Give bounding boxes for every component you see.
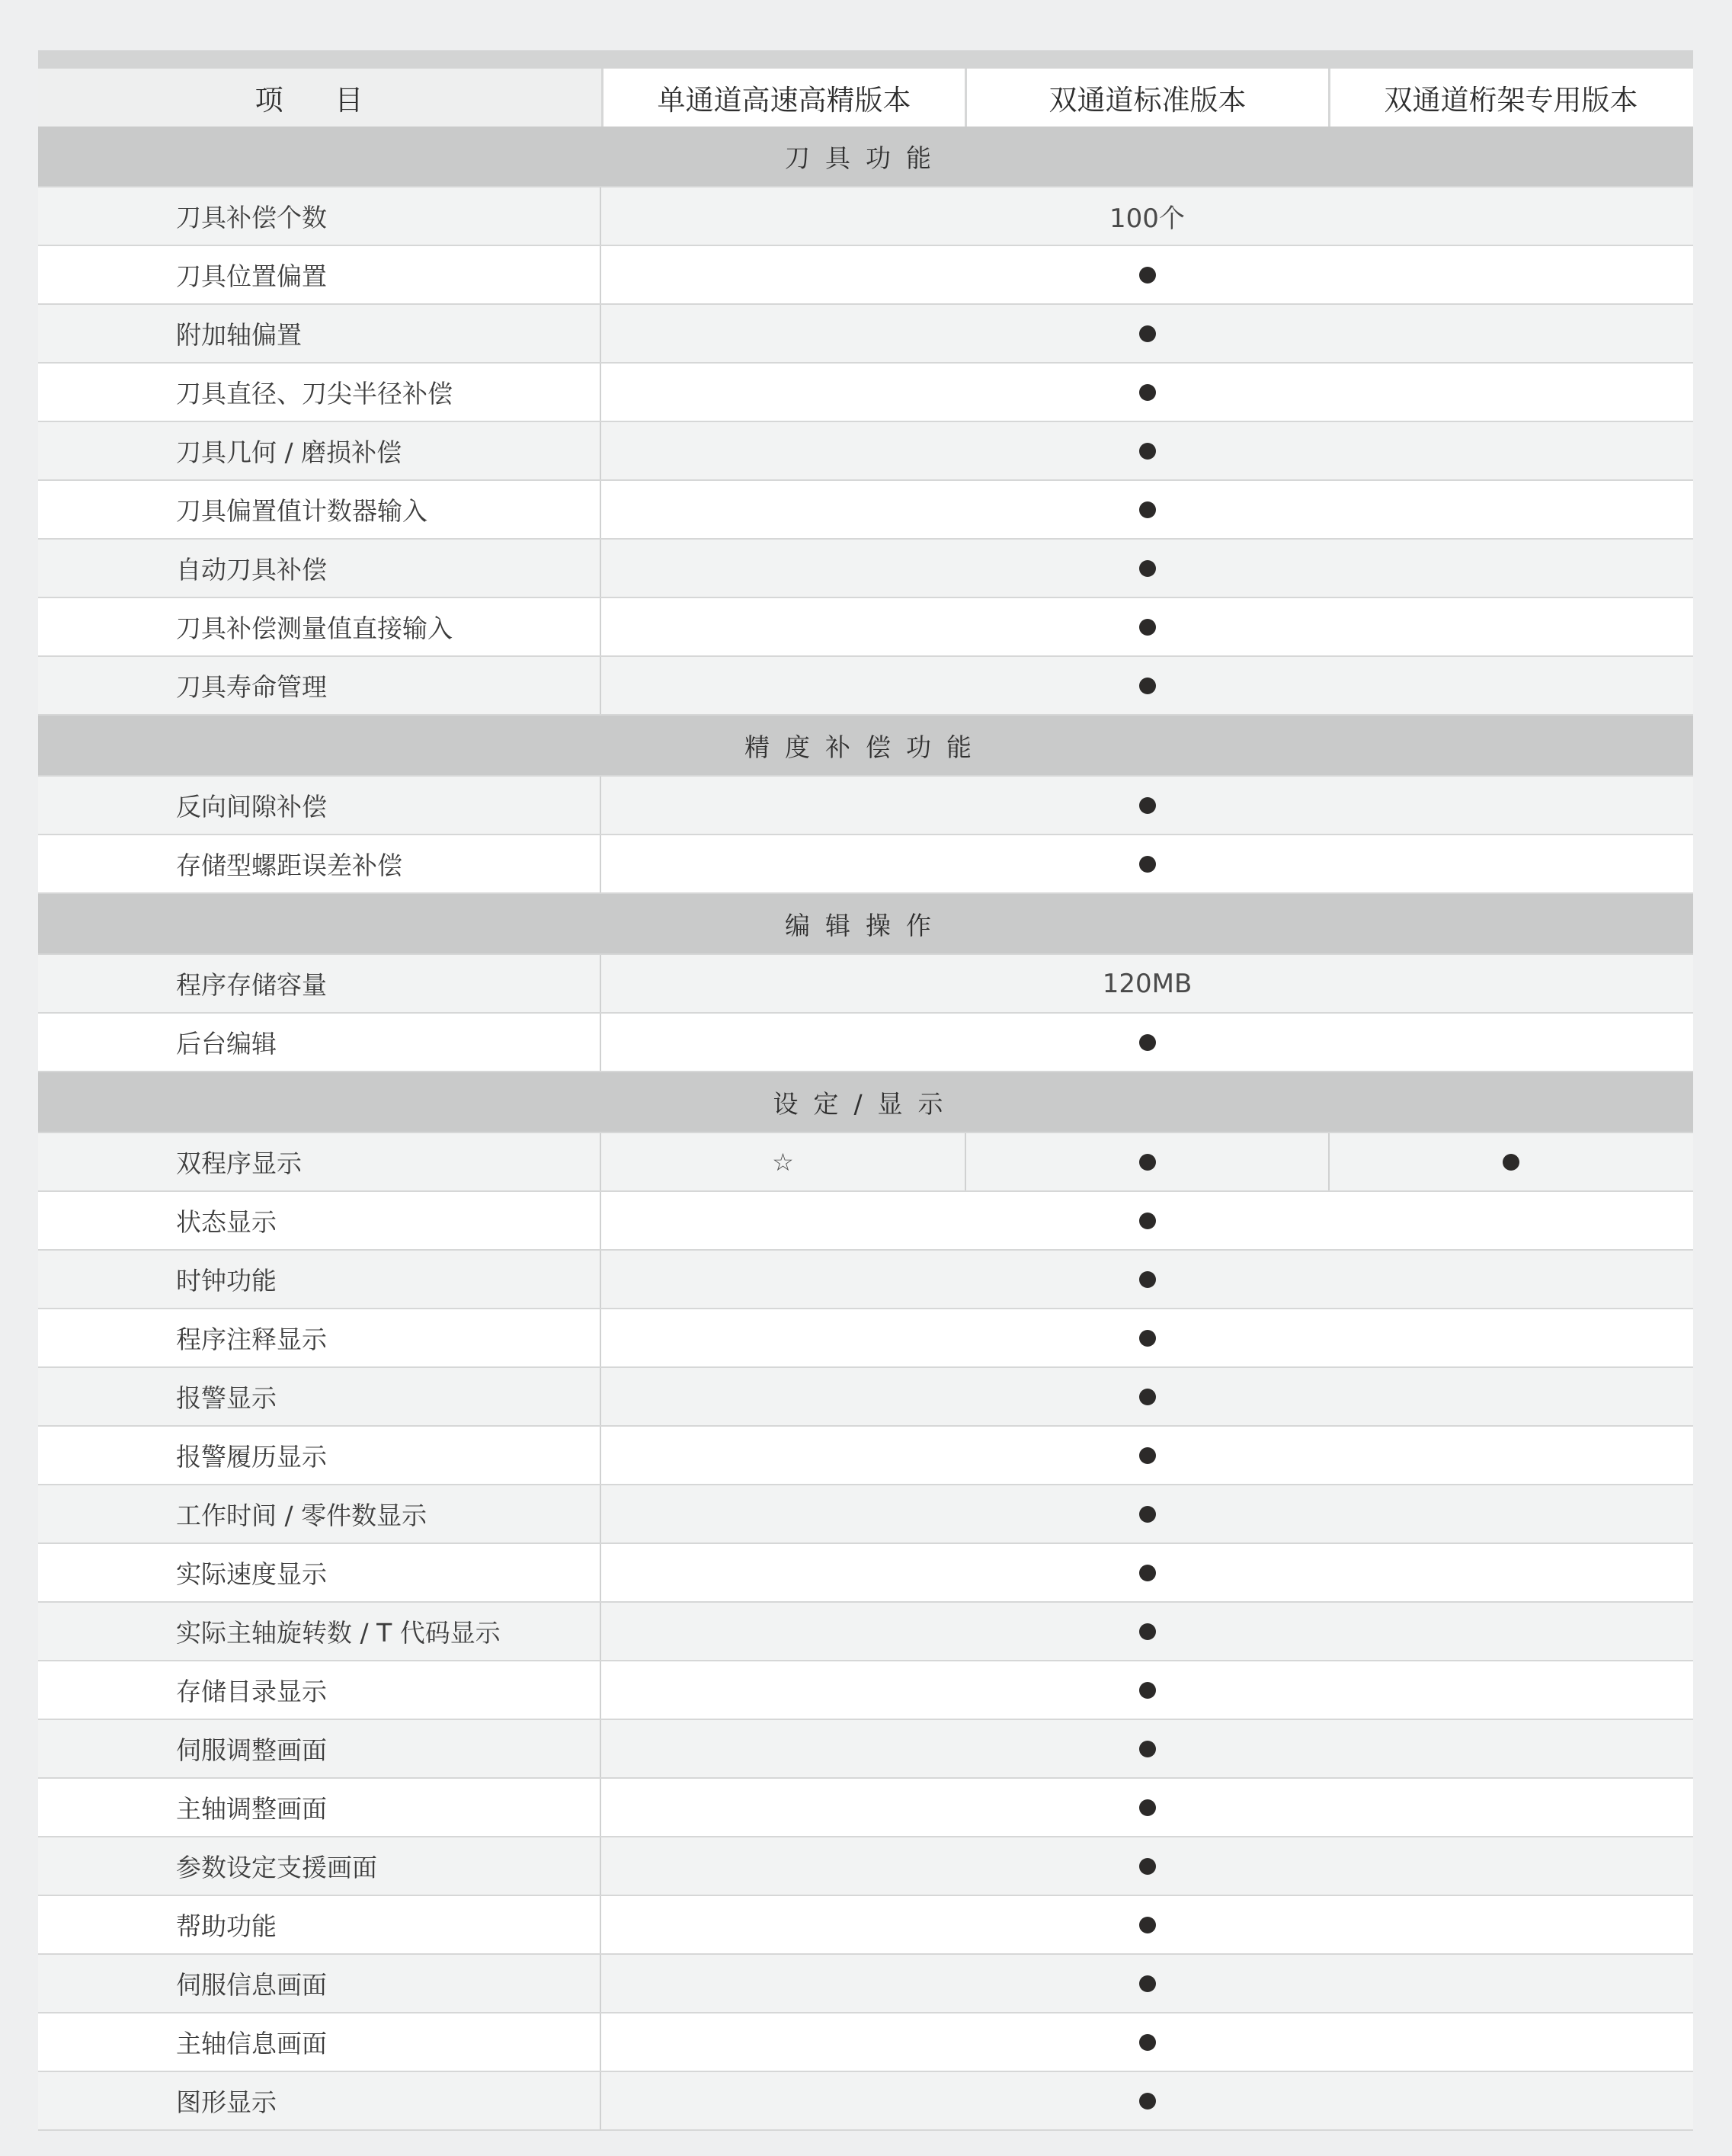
section-header: 精度补偿功能: [38, 716, 1693, 777]
supported-dot-cell: [601, 1251, 1693, 1308]
feature-name: 帮助功能: [38, 1896, 601, 1953]
feature-name: 程序存储容量: [38, 955, 601, 1012]
supported-dot-icon: [1503, 1154, 1519, 1171]
supported-dot-icon: [1139, 2093, 1156, 2110]
feature-name: 主轴信息画面: [38, 2013, 601, 2071]
supported-dot-cell: [601, 305, 1693, 362]
supported-dot-icon: [1139, 325, 1156, 342]
supported-dot-icon: [1139, 560, 1156, 577]
feature-name: 刀具补偿测量值直接输入: [38, 598, 601, 655]
supported-dot-cell: [601, 1955, 1693, 2012]
supported-dot-icon: [1139, 1975, 1156, 1992]
supported-dot-cell: [601, 422, 1693, 479]
table-row: [38, 1192, 1693, 1251]
feature-name: 存储型螺距误差补偿: [38, 835, 601, 892]
feature-name: 报警显示: [38, 1368, 601, 1425]
feature-name: 程序注释显示: [38, 1309, 601, 1366]
table-row: [38, 1779, 1693, 1837]
header-col-single-channel: 单通道高速高精版本: [601, 69, 965, 127]
supported-dot-cell: [601, 1720, 1693, 1777]
header-col-dual-channel: 双通道标准版本: [965, 69, 1328, 127]
supported-dot-icon: [1139, 1271, 1156, 1288]
supported-dot-icon: [1139, 856, 1156, 873]
supported-dot-cell: [601, 1309, 1693, 1366]
supported-dot-cell: [601, 598, 1693, 655]
supported-dot-cell: [601, 246, 1693, 303]
feature-name: 时钟功能: [38, 1251, 601, 1308]
table-top-bar: [38, 50, 1693, 69]
table-row: [38, 481, 1693, 540]
feature-name: 图形显示: [38, 2072, 601, 2129]
feature-name: 附加轴偏置: [38, 305, 601, 362]
section-header: 设定/显示: [38, 1072, 1693, 1133]
table-row: [38, 955, 1693, 1014]
table-row: [38, 1251, 1693, 1309]
table-row: [38, 598, 1693, 657]
supported-dot-icon: [1139, 1389, 1156, 1405]
table-row: [38, 187, 1693, 246]
supported-dot-icon: [1139, 1034, 1156, 1051]
feature-value: 100个: [1109, 203, 1185, 234]
supported-dot-icon: [1139, 1565, 1156, 1581]
supported-dot-cell: [601, 835, 1693, 892]
supported-dot-cell: [601, 481, 1693, 538]
table-row: [38, 777, 1693, 835]
feature-name: 伺服调整画面: [38, 1720, 601, 1777]
supported-dot-icon: [1139, 1799, 1156, 1816]
table-row: [38, 1309, 1693, 1368]
header-col-gantry: 双通道桁架专用版本: [1328, 69, 1692, 127]
optional-star-cell: [601, 1133, 965, 1190]
supported-dot-cell: [601, 540, 1693, 597]
table-row: [38, 305, 1693, 364]
table-row: [38, 1427, 1693, 1485]
supported-dot-icon: [1139, 267, 1156, 284]
table-row: [38, 1485, 1693, 1544]
feature-name: 实际速度显示: [38, 1544, 601, 1601]
feature-name: 工作时间 / 零件数显示: [38, 1485, 601, 1543]
supported-dot-icon: [1139, 1447, 1156, 1464]
supported-dot-cell: [601, 1603, 1693, 1660]
table-row: [38, 1603, 1693, 1661]
feature-name: 存储目录显示: [38, 1661, 601, 1719]
feature-name: 实际主轴旋转数 / T 代码显示: [38, 1603, 601, 1660]
feature-name: 参数设定支援画面: [38, 1837, 601, 1895]
optional-star-icon: ☆: [772, 1147, 794, 1177]
table-row: [38, 1368, 1693, 1427]
supported-dot-cell: [601, 1014, 1693, 1071]
feature-name: 双程序显示: [38, 1133, 601, 1190]
table-row: [38, 1955, 1693, 2013]
table-row: [38, 657, 1693, 716]
feature-name: 报警履历显示: [38, 1427, 601, 1484]
feature-name: 后台编辑: [38, 1014, 601, 1071]
table-row: [38, 1544, 1693, 1603]
supported-dot-icon: [1139, 1330, 1156, 1347]
feature-name: 反向间隙补偿: [38, 777, 601, 834]
supported-dot-icon: [1139, 1682, 1156, 1699]
table-row: [38, 1720, 1693, 1779]
supported-dot-cell: [601, 1485, 1693, 1543]
feature-name: 刀具寿命管理: [38, 657, 601, 714]
supported-dot-cell: [601, 1837, 1693, 1895]
supported-dot-icon: [1139, 1741, 1156, 1757]
supported-dot-icon: [1139, 1858, 1156, 1875]
supported-dot-icon: [1139, 619, 1156, 636]
supported-dot-cell: [601, 1544, 1693, 1601]
supported-dot-cell: [601, 1368, 1693, 1425]
feature-name: 刀具偏置值计数器输入: [38, 481, 601, 538]
supported-dot-icon: [1139, 2034, 1156, 2051]
supported-dot-icon: [1139, 443, 1156, 460]
table-row: [38, 2072, 1693, 2131]
table-row: [38, 1133, 1693, 1192]
table-row: [38, 364, 1693, 422]
supported-dot-icon: [1139, 501, 1156, 518]
supported-dot-cell: [1328, 1133, 1692, 1190]
section-header: 刀具功能: [38, 127, 1693, 187]
table-row: [38, 1661, 1693, 1720]
supported-dot-cell: [601, 777, 1693, 834]
supported-dot-icon: [1139, 797, 1156, 814]
supported-dot-icon: [1139, 1213, 1156, 1229]
supported-dot-cell: [601, 364, 1693, 421]
table-row: [38, 540, 1693, 598]
section-header: 编辑操作: [38, 894, 1693, 955]
supported-dot-icon: [1139, 678, 1156, 694]
supported-dot-icon: [1139, 384, 1156, 401]
table-row: [38, 1014, 1693, 1072]
table-row: [38, 835, 1693, 894]
supported-dot-icon: [1139, 1917, 1156, 1933]
feature-name: 刀具补偿个数: [38, 187, 601, 245]
supported-dot-cell: [601, 1661, 1693, 1719]
header-item: 项 目: [38, 69, 601, 127]
feature-name: 伺服信息画面: [38, 1955, 601, 2012]
feature-name: 自动刀具补偿: [38, 540, 601, 597]
feature-name: 主轴调整画面: [38, 1779, 601, 1836]
table-row: [38, 246, 1693, 305]
supported-dot-cell: [601, 2072, 1693, 2129]
table-row: [38, 2013, 1693, 2072]
supported-dot-cell: [965, 1133, 1328, 1190]
supported-dot-cell: [601, 1896, 1693, 1953]
supported-dot-cell: [601, 657, 1693, 714]
feature-name: 刀具几何 / 磨损补偿: [38, 422, 601, 479]
table-row: [38, 1896, 1693, 1955]
supported-dot-icon: [1139, 1623, 1156, 1640]
feature-name: 刀具直径、刀尖半径补偿: [38, 364, 601, 421]
supported-dot-cell: [601, 1427, 1693, 1484]
feature-value: 120MB: [1102, 968, 1193, 999]
table-row: [38, 1837, 1693, 1896]
table-body: [38, 127, 1693, 2131]
spec-table: [38, 50, 1693, 2131]
table-row: [38, 422, 1693, 481]
supported-dot-icon: [1139, 1506, 1156, 1523]
supported-dot-cell: [601, 2013, 1693, 2071]
supported-dot-icon: [1139, 1154, 1156, 1171]
feature-name: 状态显示: [38, 1192, 601, 1249]
supported-dot-cell: [601, 1192, 1693, 1249]
feature-name: 刀具位置偏置: [38, 246, 601, 303]
supported-dot-cell: [601, 1779, 1693, 1836]
table-header: [38, 69, 1693, 127]
